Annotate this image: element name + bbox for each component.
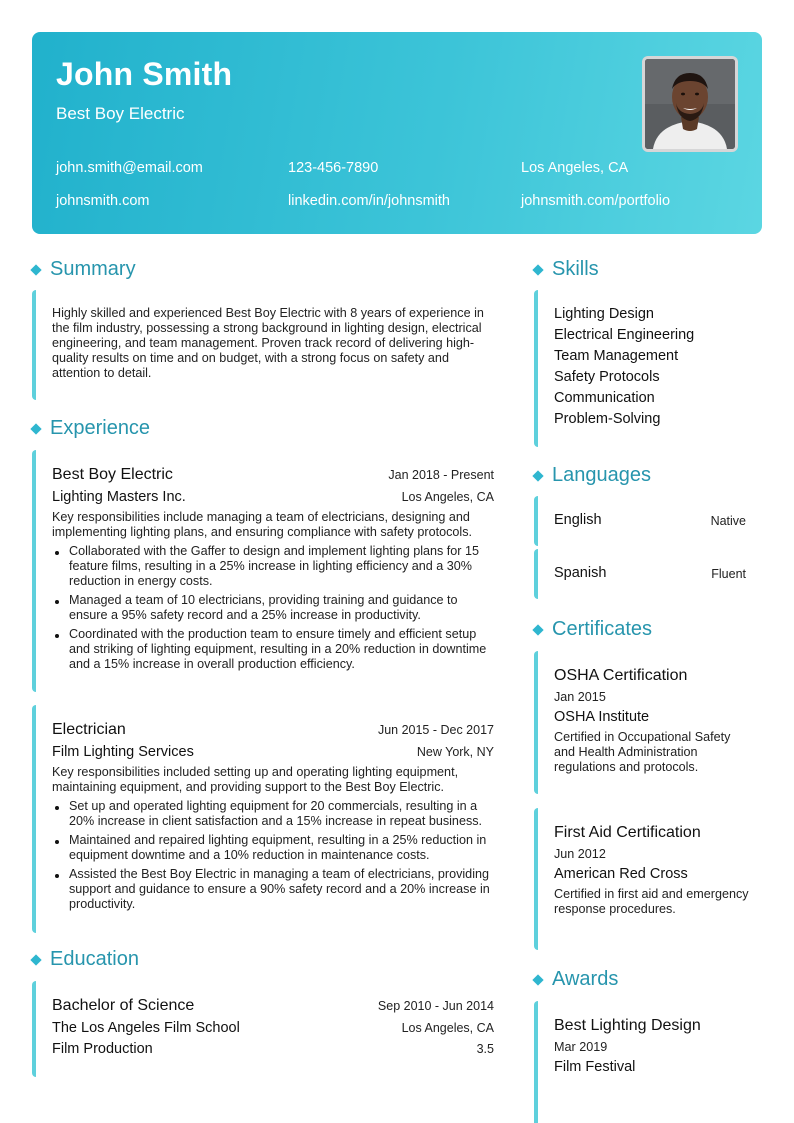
job-location: New York, NY — [416, 745, 494, 759]
certificate-issuer: American Red Cross — [554, 866, 688, 882]
skill-item: Problem-Solving — [554, 411, 661, 427]
language-level: Fluent — [711, 567, 746, 581]
summary-text: Highly skilled and experienced Best Boy Electric with 8 years of experience in the film industry, possessing a strong background in lighting design, electrical engineering, and team management. Proven track record of delivering high-quality results on time and on budget, with a strong focus on safety and attention to detail. — [52, 306, 484, 380]
language-rule — [534, 496, 538, 546]
skill-item: Lighting Design — [554, 306, 654, 322]
certificate-issuer: OSHA Institute — [554, 709, 650, 725]
language-name: English — [554, 512, 602, 528]
education-heading-label: Education — [50, 948, 139, 970]
awards-heading — [531, 968, 618, 991]
education-dates: Sep 2010 - Jun 2014 — [377, 999, 494, 1013]
diamond-icon — [532, 974, 543, 985]
education-location: Los Angeles, CA — [401, 1021, 494, 1035]
education-heading — [29, 948, 139, 971]
job-dates: Jun 2015 - Dec 2017 — [377, 723, 494, 737]
contact-phone[interactable]: 123-456-7890 — [288, 160, 379, 176]
award-issuer: Film Festival — [554, 1059, 636, 1075]
job-bullets — [52, 799, 498, 916]
contact-portfolio[interactable]: johnsmith.com/portfolio — [521, 193, 671, 209]
skills-rule — [534, 290, 538, 447]
education-school: The Los Angeles Film School — [52, 1020, 240, 1036]
education-field: Film Production — [52, 1041, 153, 1057]
awards-heading-label: Awards — [552, 968, 619, 990]
skills-heading — [531, 258, 599, 281]
experience-heading-label: Experience — [50, 417, 151, 439]
contact-location: Los Angeles, CA — [521, 160, 629, 176]
job-rule — [32, 450, 36, 692]
certificate-date: Jan 2015 — [554, 690, 606, 704]
diamond-icon — [532, 470, 543, 481]
job-company: Lighting Masters Inc. — [52, 489, 186, 505]
job-bullet: Coordinated with the production team to ensure timely and efficient setup and striking of lighting equipment, resulting in a 20% reduction in downtime and a 15% increase in overall production efficiency. — [52, 627, 498, 672]
job-bullet: Assisted the Best Boy Electric in managing a team of electricians, providing support and guidance to ensure a 90% safety record and a 20% increase in productivity. — [52, 867, 498, 912]
diamond-icon — [532, 624, 543, 635]
skill-item: Safety Protocols — [554, 369, 660, 385]
award-rule — [534, 1001, 538, 1123]
award-name: Best Lighting Design — [554, 1017, 701, 1034]
avatar-portrait-icon — [645, 59, 735, 149]
experience-heading — [29, 417, 150, 440]
job-bullet: Collaborated with the Gaffer to design and implement lighting plans for 15 feature films, resulting in a 25% increase in lighting efficiency and a 30% reduction in energy costs. — [52, 544, 498, 589]
certificate-description: Certified in Occupational Safety and Health Administration regulations and protocols. — [554, 730, 731, 774]
job-bullet: Maintained and repaired lighting equipment, resulting in a 25% reduction in equipment downtime and a 10% reduction in maintenance costs. — [52, 833, 498, 863]
diamond-icon — [30, 954, 41, 965]
certificates-heading — [531, 618, 652, 641]
summary-heading — [29, 258, 136, 281]
skill-item: Communication — [554, 390, 655, 406]
languages-heading-label: Languages — [552, 464, 651, 486]
certificates-heading-label: Certificates — [552, 618, 653, 640]
job-dates: Jan 2018 - Present — [388, 468, 494, 482]
language-level: Native — [710, 514, 746, 528]
skill-item: Electrical Engineering — [554, 327, 695, 343]
candidate-name: John Smith — [56, 56, 233, 92]
contact-website[interactable]: johnsmith.com — [56, 193, 150, 209]
job-bullets — [52, 544, 498, 676]
education-degree: Bachelor of Science — [52, 997, 195, 1014]
certificate-rule — [534, 808, 538, 950]
skills-heading-label: Skills — [552, 258, 599, 280]
certificate-description: Certified in first aid and emergency response procedures. — [554, 887, 749, 916]
language-name: Spanish — [554, 565, 607, 581]
diamond-icon — [30, 264, 41, 275]
job-company: Film Lighting Services — [52, 744, 194, 760]
job-location: Los Angeles, CA — [401, 490, 494, 504]
education-rule — [32, 981, 36, 1077]
skill-item: Team Management — [554, 348, 679, 364]
contact-linkedin[interactable]: linkedin.com/in/johnsmith — [288, 193, 450, 209]
languages-heading — [531, 464, 651, 487]
diamond-icon — [30, 423, 41, 434]
award-date: Mar 2019 — [554, 1040, 608, 1054]
job-description: Key responsibilities included setting up and operating lighting equipment, maintaining equipment, and providing support to the Best Boy Electric. — [52, 765, 459, 794]
certificate-name: First Aid Certification — [554, 824, 701, 841]
diamond-icon — [532, 264, 543, 275]
job-bullet: Set up and operated lighting equipment for 20 commercials, resulting in a 20% increase in client satisfaction and a 15% increase in repeat business. — [52, 799, 498, 829]
language-rule — [534, 549, 538, 599]
summary-rule — [32, 290, 36, 400]
job-rule — [32, 705, 36, 933]
education-gpa: 3.5 — [476, 1042, 494, 1056]
summary-heading-label: Summary — [50, 258, 136, 280]
job-description: Key responsibilities include managing a team of electricians, designing and implementing lighting plans, and ensuring compliance with safety protocols. — [52, 510, 473, 539]
job-title: Best Boy Electric — [52, 466, 173, 483]
certificate-name: OSHA Certification — [554, 667, 688, 684]
certificate-rule — [534, 651, 538, 794]
job-bullet: Managed a team of 10 electricians, providing training and guidance to ensure a 95% safety record and a 25% increase in productivity. — [52, 593, 498, 623]
profile-photo — [642, 56, 738, 152]
resume-header — [32, 32, 762, 234]
certificate-date: Jun 2012 — [554, 847, 606, 861]
contact-email[interactable]: john.smith@email.com — [56, 160, 203, 176]
job-title: Electrician — [52, 721, 126, 738]
candidate-title: Best Boy Electric — [56, 104, 185, 123]
